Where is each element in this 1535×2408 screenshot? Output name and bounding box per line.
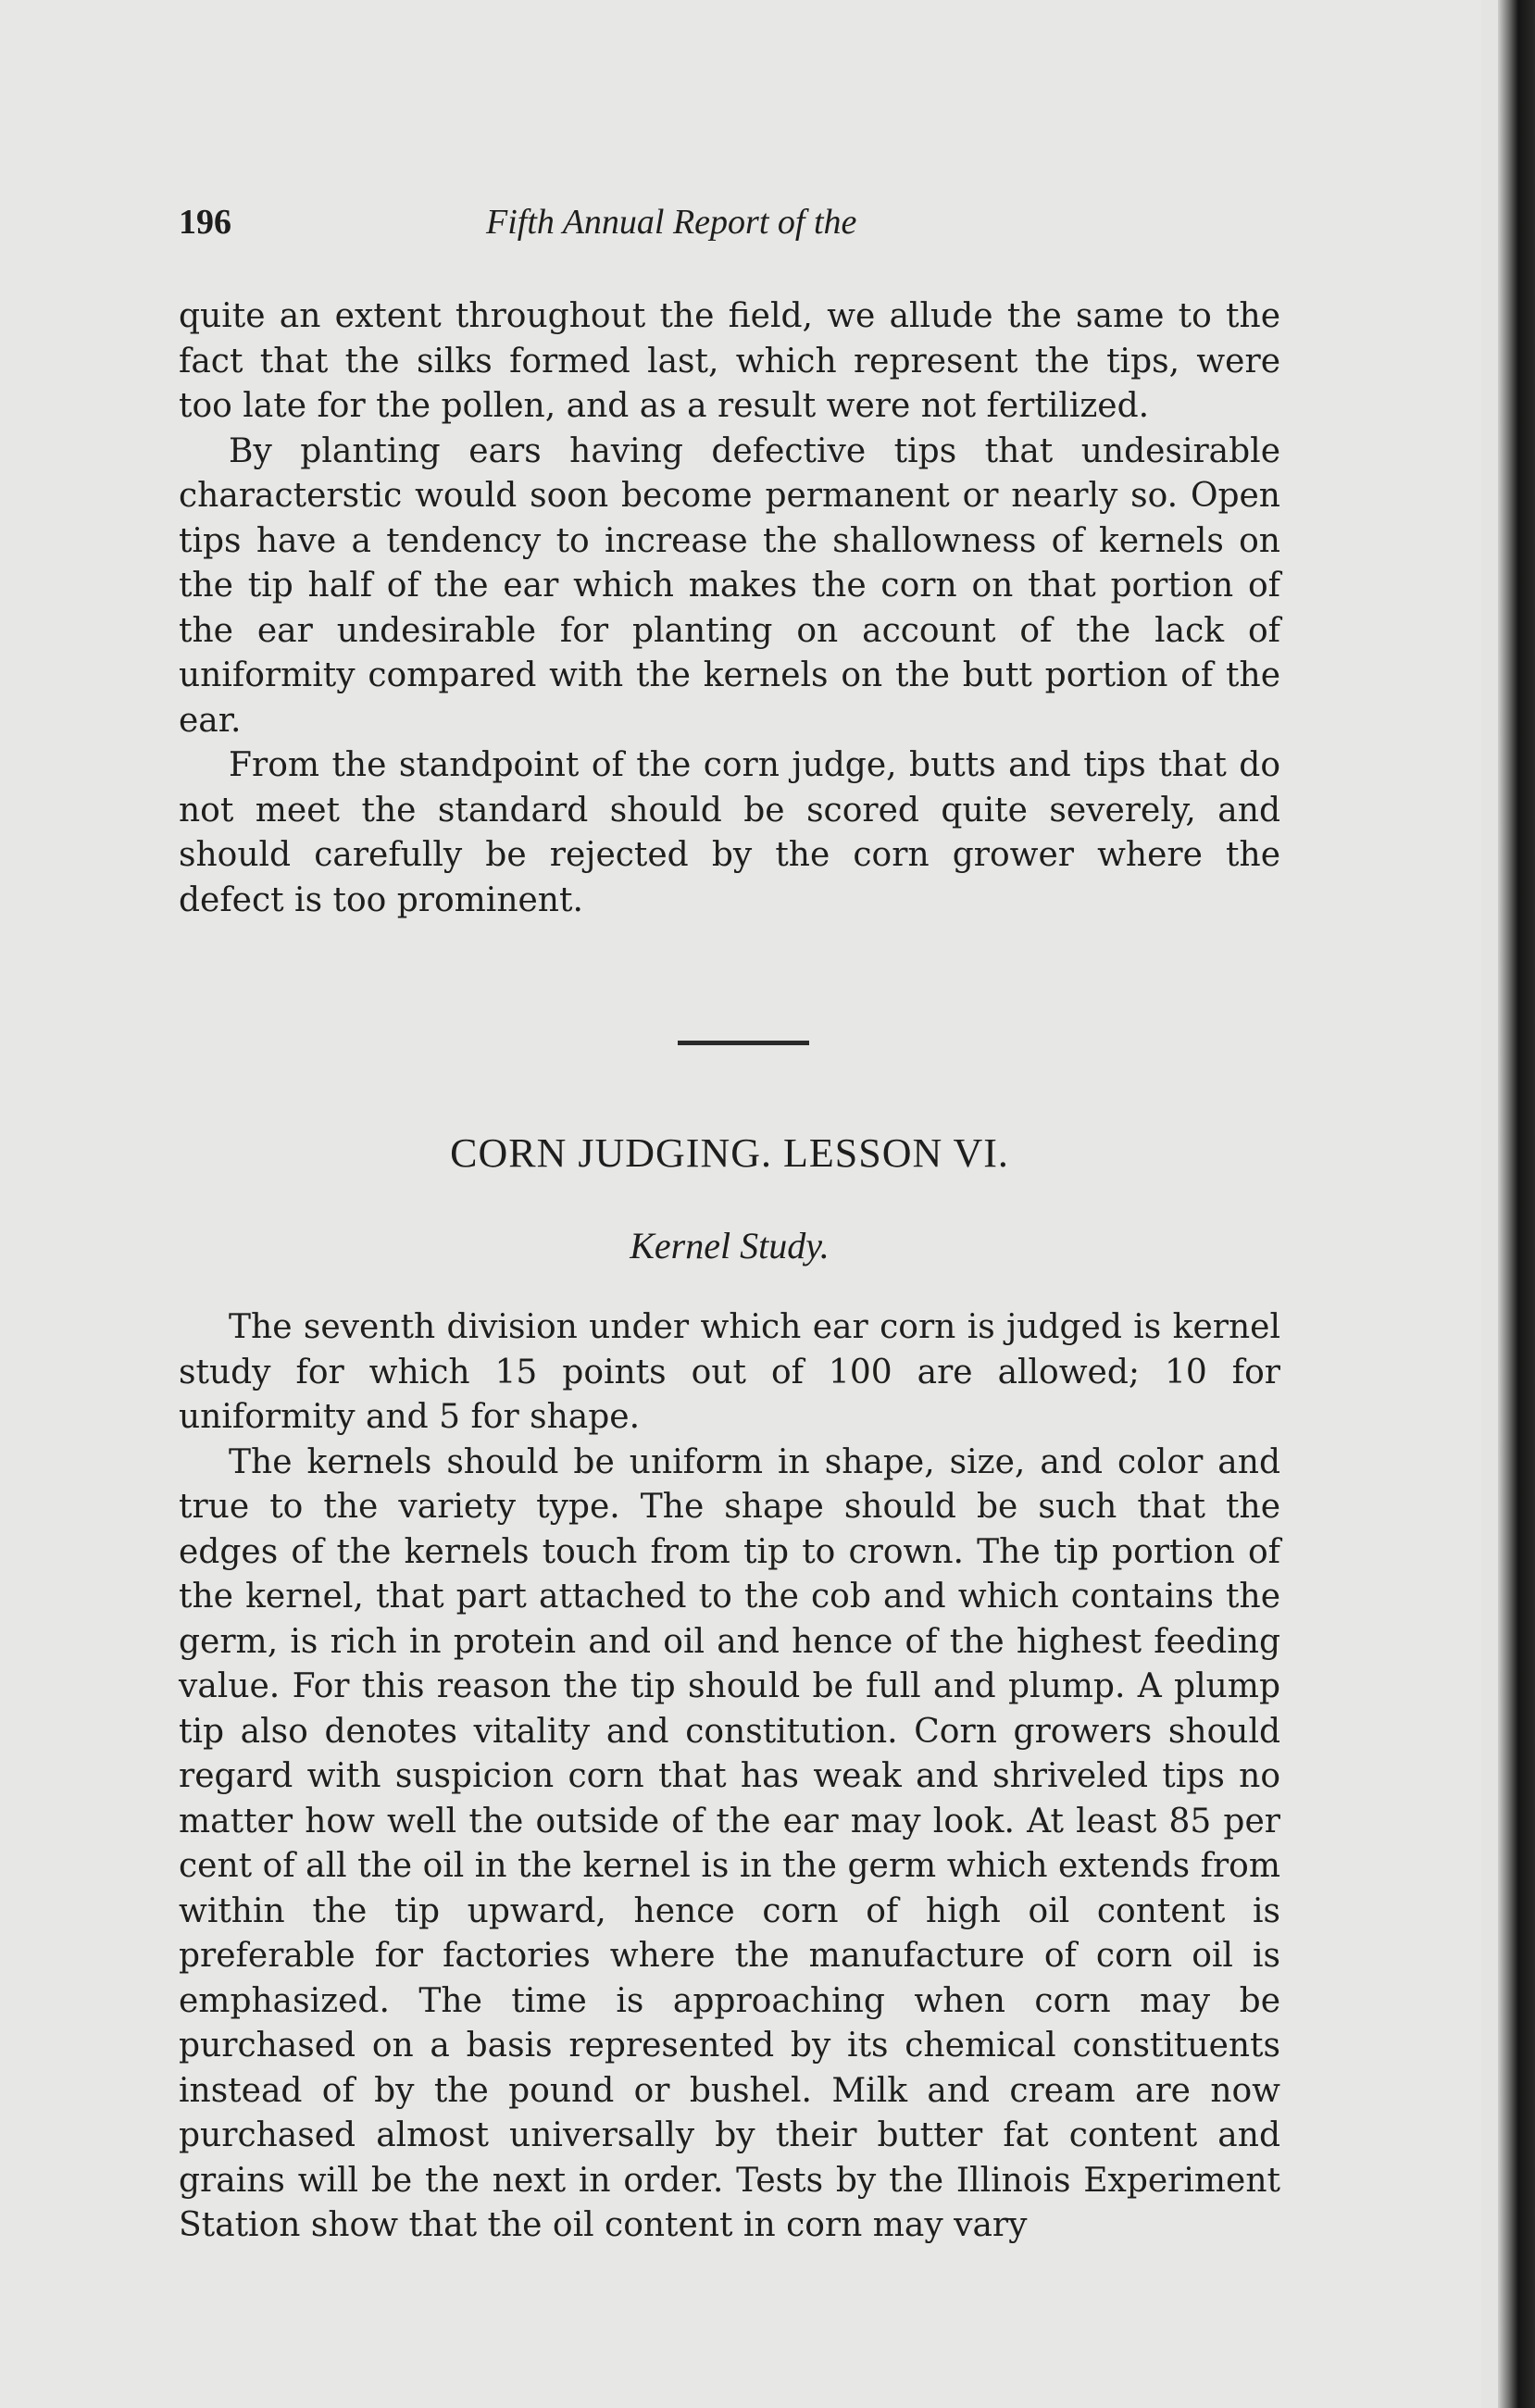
paragraph: By planting ears having defective tips that undesirable characterstic would soon become permanent or nearly so. Open tips have a tendency to increase the shallowness of kernels on the tip half of the ear which makes the corn on that portion of the ear undesirable for planting on account of the lack of uniformity compared with the kernels on the butt portion of the ear. [179, 431, 1280, 740]
section-subtitle: Kernel Study. [630, 1225, 830, 1266]
paragraph: From the standpoint of the corn judge, butts and tips that do not meet the standard should be scored quite severely, and should carefully be rejected by the corn grower where the defect is too prominent. [179, 746, 1280, 919]
body-text-bottom [179, 1305, 1280, 2249]
running-head [179, 202, 1280, 248]
page-number: 196 [179, 203, 231, 242]
section-title: CORN JUDGING. LESSON VI. [450, 1130, 1009, 1176]
book-binding-edge [1498, 0, 1535, 2408]
section-divider-rule [678, 1041, 809, 1045]
running-title: Fifth Annual Report of the [486, 203, 857, 242]
paragraph: The kernels should be uniform in shape, size, and color and true to the variety type. The shape should be such that the edges of the kernels touch from tip to crown. The tip portion of the kernel, that part attached to the cob and which contains the germ, is rich in protein and oil and hence of the highest feeding value. For this reason the tip should be full and plump. A plump tip also denotes vitality and constitution. Corn growers should regard with suspicion corn that has weak and shriveled tips no matter how well the outside of the ear may look. At least 85 per cent of all the oil in the kernel is in the germ which extends from within the tip upward, hence corn of high oil content is preferable for factories where the manufacture of corn oil is emphasized. The time is approaching when corn may be purchased on a basis represented by its chemical constituents instead of by the pound or bushel. Milk and cream are now purchased almost universally by their butter fat content and grains will be the next in order. Tests by the Illinois Experiment Station show that the oil content in corn may vary [179, 1442, 1280, 2244]
paragraph: The seventh division under which ear corn is judged is kernel study for which 15 points out of 100 are allowed; 10 for uniformity and 5 for shape. [179, 1308, 1280, 1436]
paragraph: quite an extent throughout the field, we allude the same to the fact that the silks formed last, which represent the tips, were too late for the pollen, and as a result were not fertilized. [179, 297, 1280, 425]
body-text-top [179, 294, 1280, 923]
